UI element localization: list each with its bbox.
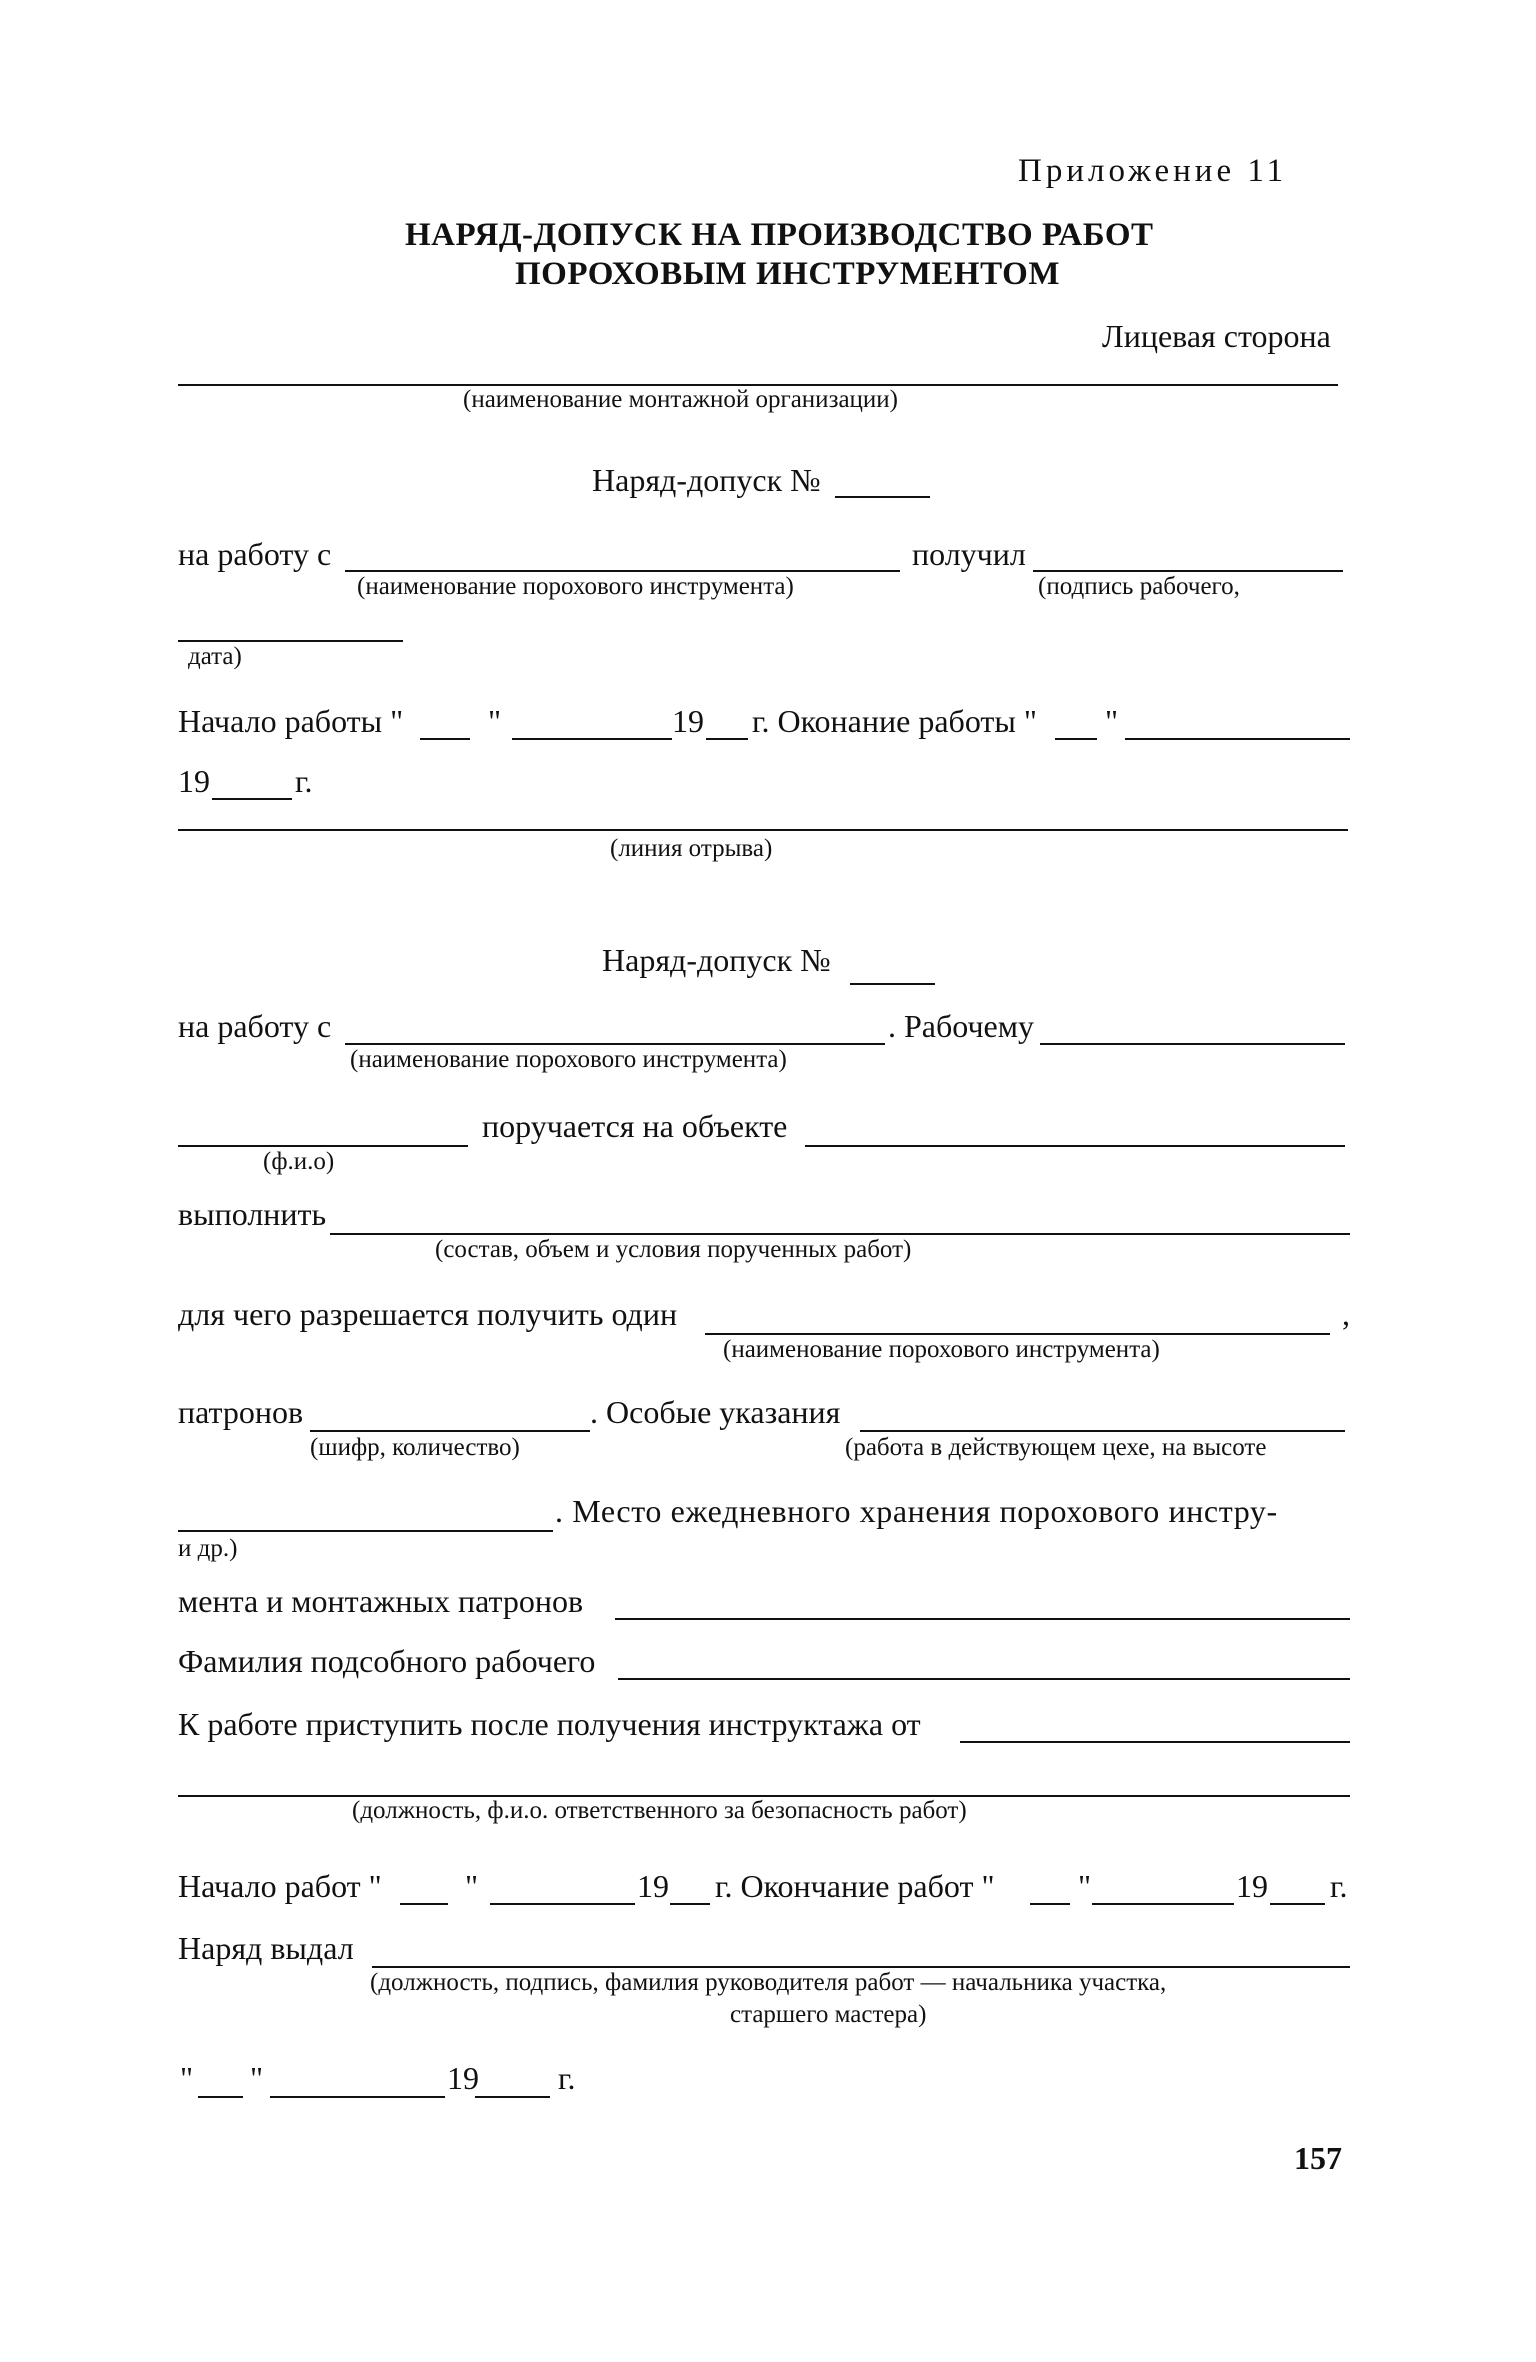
briefing-field[interactable] xyxy=(960,1741,1350,1743)
cipher-caption: (шифр, количество) xyxy=(310,1434,520,1461)
fio-caption: (ф.и.о) xyxy=(263,1148,335,1175)
perform-field[interactable] xyxy=(330,1233,1350,1235)
responsible-caption: (должность, ф.и.о. ответственного за безопасность работ) xyxy=(352,1797,967,1824)
issued-field[interactable] xyxy=(372,1966,1350,1968)
scope-caption: (состав, объем и условия порученных работ) xyxy=(435,1236,912,1263)
tool-caption: (наименование порохового инструмента) xyxy=(357,573,794,600)
tear-caption: (линия отрыва) xyxy=(610,835,773,862)
page-number: 157 xyxy=(1294,2140,1342,2176)
special-field[interactable] xyxy=(860,1430,1345,1432)
start-month-field-2[interactable] xyxy=(490,1903,635,1905)
storage-label-2: мента и монтажных патронов xyxy=(178,1583,584,1619)
signature-field[interactable] xyxy=(1033,570,1343,572)
etc-caption: и др.) xyxy=(178,1535,238,1562)
issue-day-field[interactable] xyxy=(198,2096,243,2098)
perform-label: выполнить xyxy=(178,1196,327,1232)
tool-field-3[interactable] xyxy=(705,1333,1330,1335)
helper-label: Фамилия подсобного рабочего xyxy=(178,1643,596,1679)
allowed-label: для чего разрешается получить один xyxy=(178,1296,678,1332)
quote-mark: " xyxy=(465,1868,479,1904)
document-title-line2: ПОРОХОВЫМ ИНСТРУМЕНТОМ xyxy=(515,256,1060,292)
start-works-label: Начало работ " xyxy=(178,1868,382,1904)
open-quote: " xyxy=(180,2060,194,2096)
quote-mark: " xyxy=(488,703,502,739)
tool-caption-3: (наименование порохового инструмента) xyxy=(723,1336,1160,1363)
date-caption: дата) xyxy=(188,643,242,670)
special-field-2[interactable] xyxy=(178,1530,553,1532)
tool-caption-2: (наименование порохового инструмента) xyxy=(350,1046,787,1073)
document-title-line1: НАРЯД-ДОПУСК НА ПРОИЗВОДСТВО РАБОТ xyxy=(405,217,1154,253)
end-year-prefix: 19 xyxy=(178,763,210,799)
date-field[interactable] xyxy=(178,640,403,642)
briefing-label: К работе приступить после получения инструктажа от xyxy=(178,1706,921,1742)
permit-number-label-2: Наряд-допуск № xyxy=(602,942,831,978)
quote-mark: " xyxy=(1105,703,1119,739)
appendix-label: Приложение 11 xyxy=(1018,153,1288,189)
year-prefix-3: 19 xyxy=(1236,1868,1268,1904)
work-with-label: на работу с xyxy=(178,536,332,572)
start-year-field-2[interactable] xyxy=(670,1903,710,1905)
issuer-caption-1: (должность, подпись, фамилия руководителя работ — начальника участка, xyxy=(370,1969,1167,1996)
end-year-field-2[interactable] xyxy=(1270,1903,1325,1905)
work-with-label-2: на работу с xyxy=(178,1008,332,1044)
issue-year-prefix: 19 xyxy=(447,2060,479,2096)
end-year-suffix: г. xyxy=(295,763,313,799)
start-year-field[interactable] xyxy=(706,738,748,740)
comma: , xyxy=(1342,1296,1350,1332)
start-work-label: Начало работы " xyxy=(178,703,404,739)
end-month-field-2[interactable] xyxy=(1092,1903,1234,1905)
issue-year-suffix: г. xyxy=(558,2060,576,2096)
close-quote: " xyxy=(250,2060,264,2096)
start-day-field-2[interactable] xyxy=(400,1903,448,1905)
end-day-field-2[interactable] xyxy=(1030,1903,1070,1905)
worker-field[interactable] xyxy=(1040,1043,1345,1045)
quote-mark: " xyxy=(1078,1868,1092,1904)
end-works-label: г. Окончание работ " xyxy=(715,1868,995,1904)
tool-field[interactable] xyxy=(345,570,900,572)
issue-month-field[interactable] xyxy=(270,2096,445,2098)
issued-label: Наряд выдал xyxy=(178,1930,354,1966)
permit-number-field[interactable] xyxy=(835,496,930,498)
permit-number-field-2[interactable] xyxy=(850,983,935,985)
assigned-label: поручается на объекте xyxy=(482,1108,788,1144)
fio-field[interactable] xyxy=(178,1145,468,1147)
cartridges-label: патронов xyxy=(178,1394,304,1430)
end-month-field[interactable] xyxy=(1125,738,1350,740)
special-label: . Особые указания xyxy=(590,1394,841,1430)
storage-label: . Место ежедневного хранения порохового инстру- xyxy=(555,1493,1278,1529)
issue-year-field[interactable] xyxy=(475,2096,550,2098)
start-day-field[interactable] xyxy=(420,738,470,740)
received-label: получил xyxy=(912,536,1026,572)
object-field[interactable] xyxy=(805,1145,1345,1147)
helper-field[interactable] xyxy=(618,1678,1350,1680)
cartridges-field[interactable] xyxy=(310,1430,590,1432)
year-prefix-2: 19 xyxy=(637,1868,669,1904)
worker-label: . Рабочему xyxy=(888,1008,1034,1044)
storage-field[interactable] xyxy=(615,1618,1350,1620)
year-prefix: 19 xyxy=(672,703,704,739)
tear-line xyxy=(178,829,1348,831)
end-work-label: г. Оконание работы " xyxy=(752,703,1037,739)
permit-number-label: Наряд-допуск № xyxy=(592,462,821,498)
signature-caption: (подпись рабочего, xyxy=(1038,573,1240,600)
tool-field-2[interactable] xyxy=(345,1043,885,1045)
end-day-field[interactable] xyxy=(1055,738,1097,740)
side-label: Лицевая сторона xyxy=(1102,318,1331,354)
year-suffix: г. xyxy=(1330,1868,1348,1904)
issuer-caption-2: старшего мастера) xyxy=(730,2001,927,2028)
workshop-caption: (работа в действующем цехе, на высоте xyxy=(845,1434,1267,1461)
org-caption: (наименование монтажной организации) xyxy=(463,386,898,413)
start-month-field[interactable] xyxy=(512,738,672,740)
end-year-field[interactable] xyxy=(212,798,292,800)
